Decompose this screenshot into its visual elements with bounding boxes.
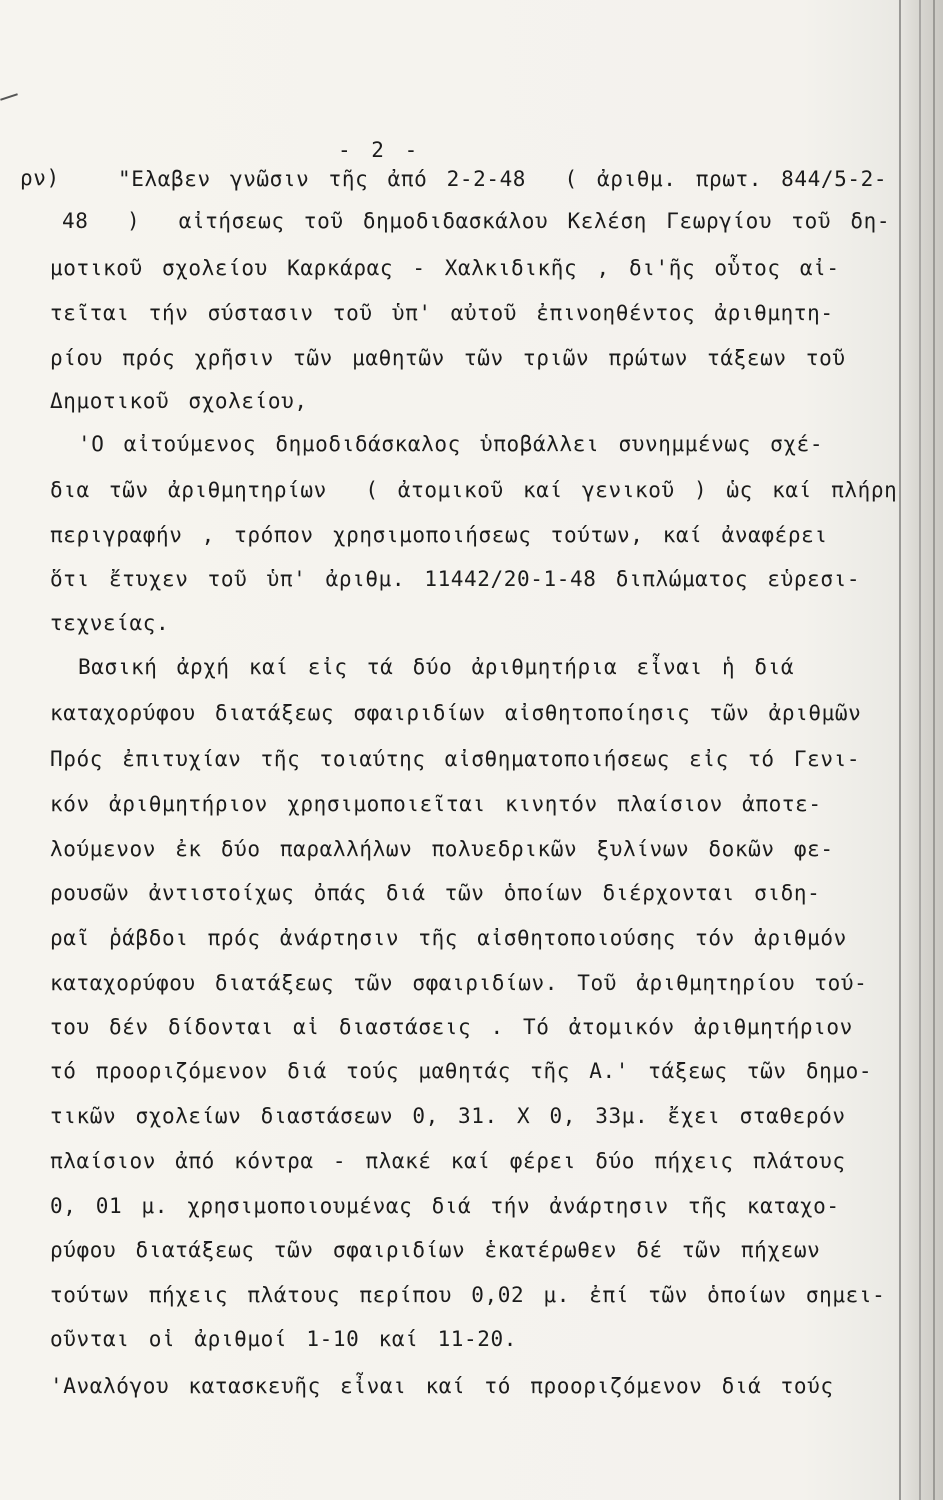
text-line: Πρός ἐπιτυχίαν τῆς τοιαύτης αἰσθηματοποιήσεως εἰς τό Γενι- [50,747,861,771]
text-line: Βασική ἀρχή καί εἰς τά δύο ἀριθμητήρια εἶναι ἡ διά [78,655,795,679]
text-line: οῦνται οἱ ἀριθμοί 1-10 καί 11-20. [50,1327,518,1351]
text-line: ρουσῶν ἀντιστοίχως ὀπάς διά τῶν ὁποίων διέρχονται σιδη- [50,881,821,905]
text-line: καταχορύφου διατάξεως σφαιριδίων αἰσθητοποίησις τῶν ἀριθμῶν [50,701,862,725]
text-line: περιγραφήν , τρόπον χρησιμοποιήσεως τούτων, καί ἀναφέρει [50,523,828,547]
text-line: τεῖται τήν σύστασιν τοῦ ὑπ' αὐτοῦ ἐπινοηθέντος ἀριθμητη- [50,301,834,325]
text-line: κόν ἀριθμητήριον χρησιμοποιεῖται κινητόν πλαίσιον ἀποτε- [50,792,822,816]
text-line: πλαίσιον ἀπό κόντρα - πλακέ καί φέρει δύο πήχεις πλάτους [50,1149,846,1173]
text-line: τούτων πήχεις πλάτους περίπου 0,02 μ. ἐπί τῶν ὁποίων σημει- [50,1283,886,1307]
text-line: 'Αναλόγου κατασκευῆς εἶναι καί τό προοριζόμενον διά τούς [50,1374,834,1398]
text-line: 48 ) αἰτήσεως τοῦ δημοδιδασκάλου Κελέση Γεωργίου τοῦ δη- [62,209,891,233]
text-line: ὅτι ἔτυχεν τοῦ ὑπ' ἀριθμ. 11442/20-1-48 διπλώματος εὑρεσι- [50,567,861,591]
text-line: τό προοριζόμενον διά τούς μαθητάς τῆς Α.' τάξεως τῶν δημο- [50,1059,873,1083]
text-line: τεχνείας. [50,611,170,635]
text-line: ραῖ ῥάβδοι πρός ἀνάρτησιν τῆς αἰσθητοποιούσης τόν ἀριθμόν [50,926,847,950]
text-line: "Ελαβεν γνῶσιν τῆς ἀπό 2-2-48 ( ἀριθμ. πρωτ. 844/5-2- [118,167,888,191]
page-number: - 2 - [338,138,422,162]
text-line: μοτικοῦ σχολείου Καρκάρας - Χαλκιδικῆς , δι'ῆς οὗτος αἰ- [50,256,840,280]
text-line: Δημοτικοῦ σχολείου, [50,389,308,413]
text-line: 0, 01 μ. χρησιμοποιουμένας διά τήν ἀνάρτησιν τῆς καταχο- [50,1194,840,1218]
text-line: ρίου πρός χρῆσιν τῶν μαθητῶν τῶν τριῶν πρώτων τάξεων τοῦ [50,346,846,370]
margin-label: ρν) [20,166,60,190]
text-line: ρύφου διατάξεως τῶν σφαιριδίων ἑκατέρωθεν δέ τῶν πήχεων [50,1238,821,1262]
text-line: καταχορύφου διατάξεως τῶν σφαιριδίων. Τοῦ ἀριθμητηρίου τού- [50,971,868,995]
text-line: 'Ο αἰτούμενος δημοδιδάσκαλος ὑποβάλλει συνημμένως σχέ- [78,432,824,456]
text-line: δια τῶν ἀριθμητηρίων ( ἀτομικοῦ καί γενικοῦ ) ὡς καί πλήρη [50,478,898,502]
text-line: του δέν δίδονται αἱ διαστάσεις . Τό ἀτομικόν ἀριθμητήριον [50,1015,853,1039]
text-line: λούμενον ἐκ δύο παραλλήλων πολυεδρικῶν ξυλίνων δοκῶν φε- [50,837,834,861]
text-line: τικῶν σχολείων διαστάσεων 0, 31. Χ 0, 33μ. ἔχει σταθερόν [50,1104,846,1128]
